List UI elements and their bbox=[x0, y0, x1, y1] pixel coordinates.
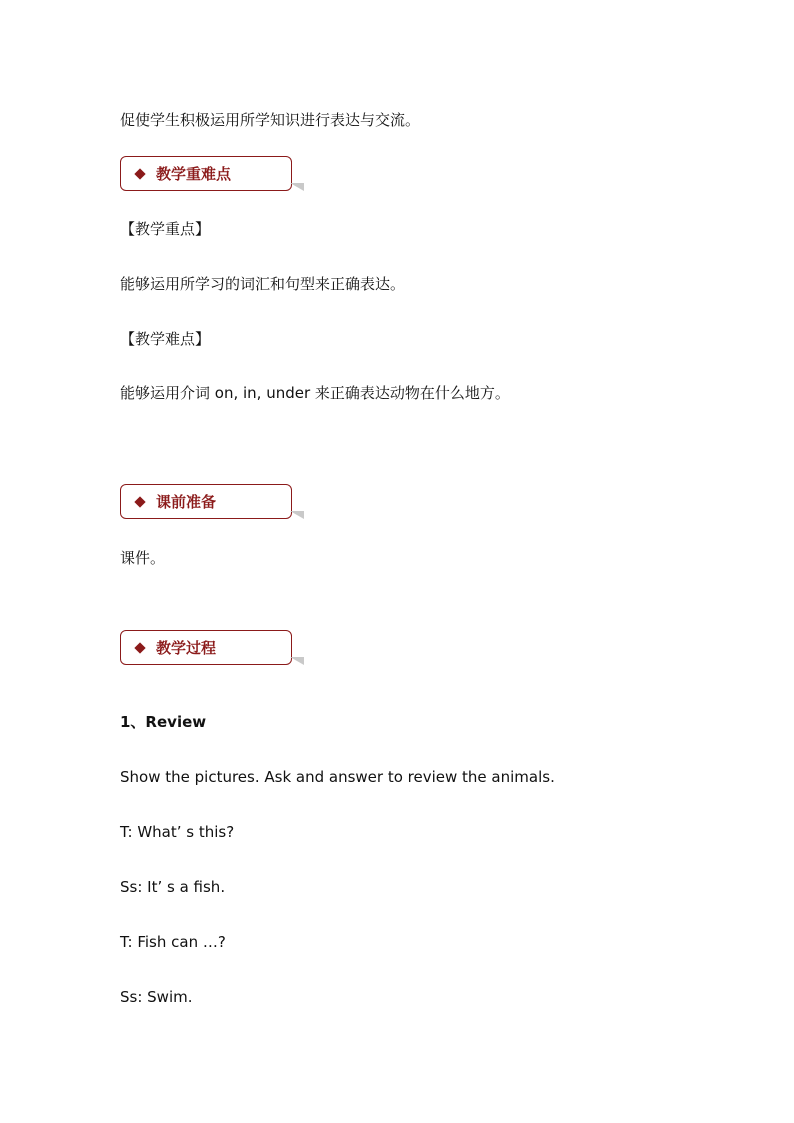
diamond-bullet-icon bbox=[134, 642, 145, 653]
dialogue-line: T: What’ s this? bbox=[120, 823, 235, 841]
section-heading-title: 教学过程 bbox=[156, 639, 217, 657]
section-heading-title: 教学重难点 bbox=[156, 165, 232, 183]
dialogue-line: Ss: Swim. bbox=[120, 988, 193, 1006]
diamond-bullet-icon bbox=[134, 496, 145, 507]
step-1-title: 1、Review bbox=[120, 713, 207, 731]
section-heading-process bbox=[120, 630, 292, 665]
difficult-points-text: 能够运用介词 on, in, under 来正确表达动物在什么地方。 bbox=[120, 384, 510, 402]
step-1-intro: Show the pictures. Ask and answer to review the animals. bbox=[120, 768, 555, 786]
heading-shadow bbox=[290, 511, 304, 519]
key-points-text: 能够运用所学习的词汇和句型来正确表达。 bbox=[120, 275, 406, 293]
dialogue-line: T: Fish can …? bbox=[120, 933, 226, 951]
heading-shadow bbox=[290, 657, 304, 665]
section-heading-title: 课前准备 bbox=[156, 493, 217, 511]
section-heading-key-difficult bbox=[120, 156, 292, 191]
diamond-bullet-icon bbox=[134, 168, 145, 179]
key-points-label: 【教学重点】 bbox=[120, 220, 211, 238]
intro-line: 促使学生积极运用所学知识进行表达与交流。 bbox=[120, 111, 421, 129]
dialogue-line: Ss: It’ s a fish. bbox=[120, 878, 226, 896]
difficult-points-label: 【教学难点】 bbox=[120, 330, 211, 348]
preparation-text: 课件。 bbox=[120, 549, 166, 567]
section-heading-preparation bbox=[120, 484, 292, 519]
heading-shadow bbox=[290, 183, 304, 191]
